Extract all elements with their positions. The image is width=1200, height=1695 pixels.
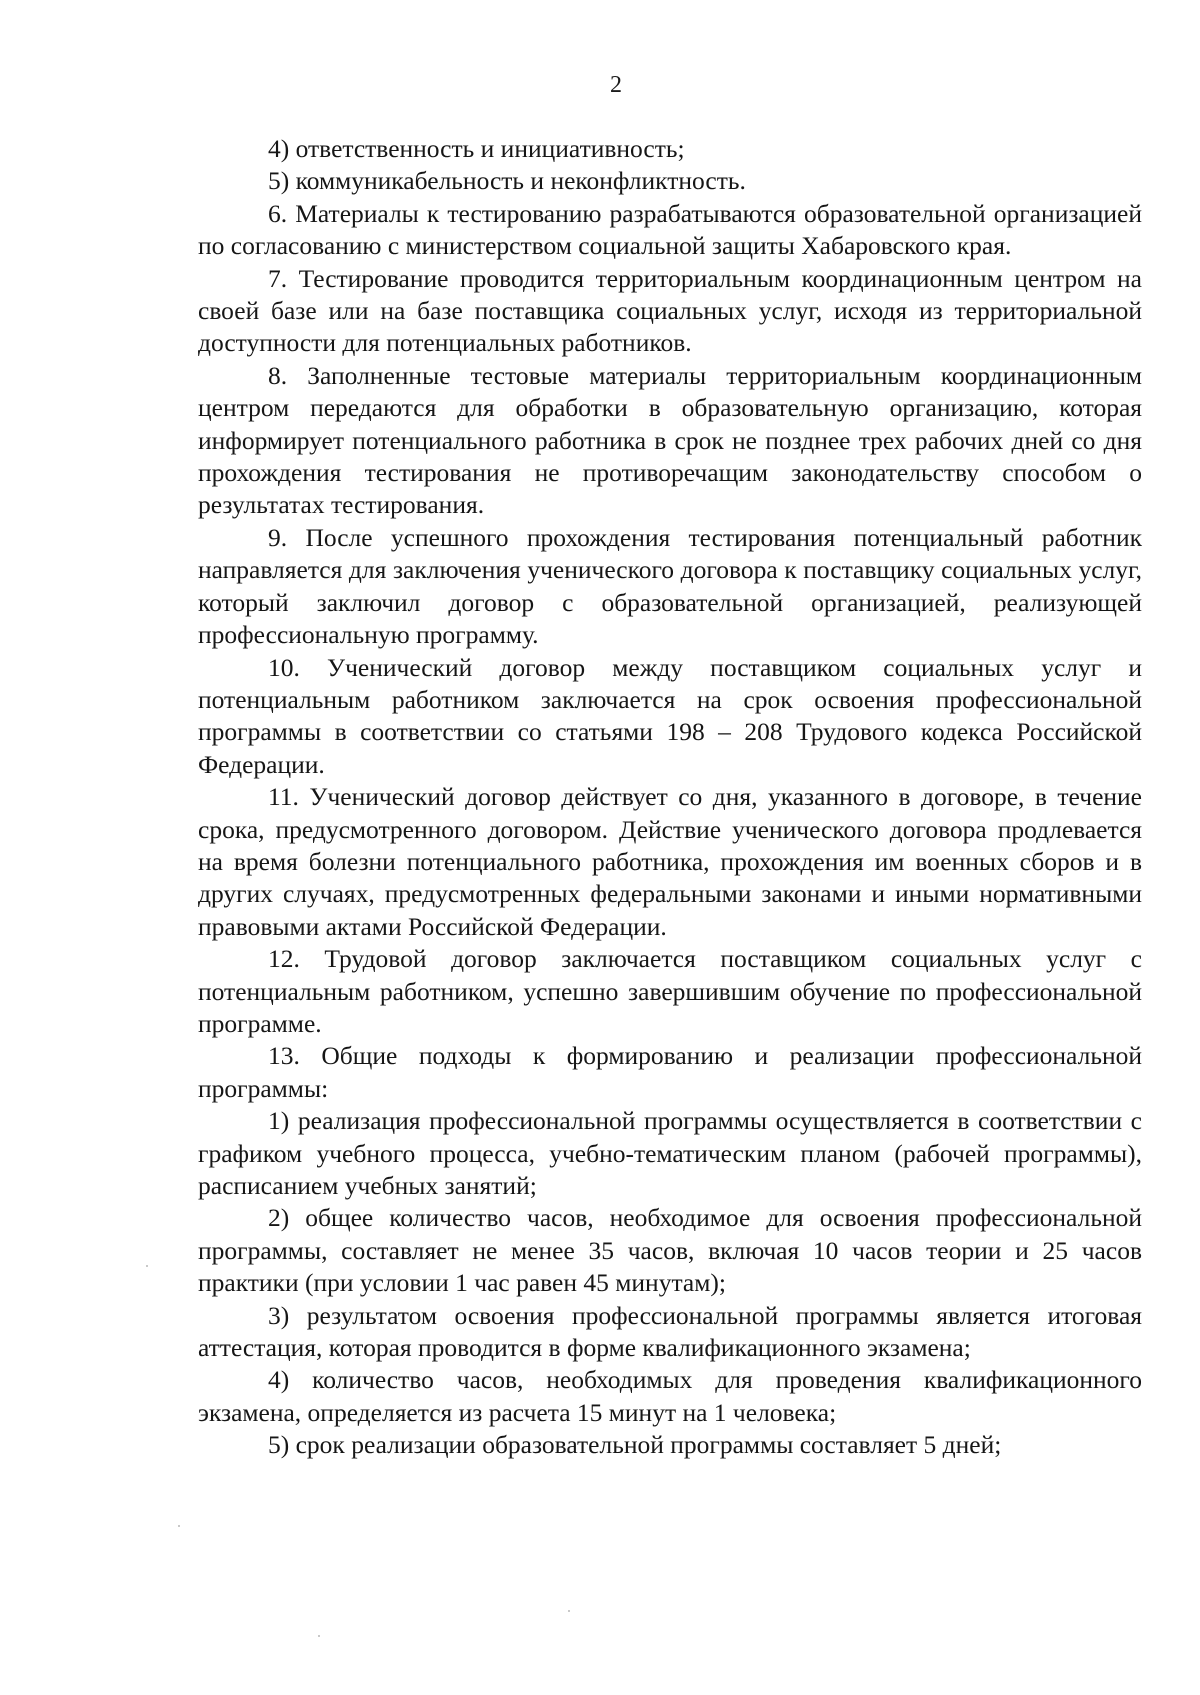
paragraph-subitem-3: 3) результатом освоения профессиональной программы является итоговая аттестация, которая проводится в форме квалификационного экзамена; (198, 1300, 1142, 1363)
paragraph-subitem-1: 1) реализация профессиональной программы осуществляется в соответствии с графиком учебного процесса, учебно-тематическим планом (рабочей программы), расписанием учебных занятий; (198, 1106, 1142, 1200)
scan-speck (178, 1525, 180, 1527)
paragraph-clause-10: 10. Ученический договор между поставщиком социальных услуг и потенциальным работником заключается на срок освоения профессиональной программы в соответствии со статьями 198 – 208 Трудового кодекса Российской Федерации. (198, 652, 1142, 779)
paragraph-clause-11: 11. Ученический договор действует со дня, указанного в договоре, в течение срока, предусмотренного договором. Действие ученического договора продлевается на время болезни потенциального работника, прохождения им военных сборов и в других случаях, предусмотренных федеральными законами и иными нормативными правовыми актами Российской Федерации. (198, 782, 1142, 941)
scan-speck (568, 1610, 570, 1612)
paragraph-list-item-5: 5) коммуникабельность и неконфликтность. (268, 166, 746, 196)
paragraph-list-item-4: 4) ответственность и инициативность; (268, 134, 685, 163)
paragraph-subitem-4: 4) количество часов, необходимых для проведения квалификационного экзамена, определяется из расчета 15 минут на 1 человека; (198, 1365, 1142, 1427)
scan-speck (146, 1265, 148, 1267)
paragraph-clause-12: 12. Трудовой договор заключается поставщиком социальных услуг с потенциальным работником, успешно завершившим обучение по профессиональной программе. (198, 944, 1142, 1038)
paragraph-clause-8: 8. Заполненные тестовые материалы территориальным координационным центром передаются для обработки в образовательную организацию, которая информирует потенциального работника в срок не позднее трех рабочих дней со дня прохождения тестирования не противоречащим законодательству способом о результатах тестирования. (198, 360, 1142, 520)
paragraph-clause-9: 9. После успешного прохождения тестирования потенциальный работник направляется для заключения ученического договора к поставщику социальных услуг, который заключил договор с образовательной организацией, реализующей профессиональную программу. (198, 522, 1142, 650)
paragraph-clause-7: 7. Тестирование проводится территориальным координационным центром на своей базе или на базе поставщика социальных услуг, исходя из территориальной доступности для потенциальных работников. (198, 263, 1142, 358)
scan-speck (318, 1635, 320, 1637)
page-number: 2 (610, 72, 622, 98)
paragraph-clause-6: 6. Материалы к тестированию разрабатываются образовательной организацией по согласованию с министерством социальной защиты Хабаровского края. (198, 198, 1142, 261)
document-body (198, 133, 1142, 1462)
paragraph-subitem-2: 2) общее количество часов, необходимое для освоения профессиональной программы, составляет не менее 35 часов, включая 10 часов теории и 25 часов практики (при условии 1 час равен 45 минутам); (198, 1203, 1142, 1298)
paragraph-subitem-5: 5) срок реализации образовательной программы составляет 5 дней; (268, 1430, 1002, 1460)
paragraph-clause-13: 13. Общие подходы к формированию и реализации профессиональной программы: (198, 1041, 1142, 1103)
